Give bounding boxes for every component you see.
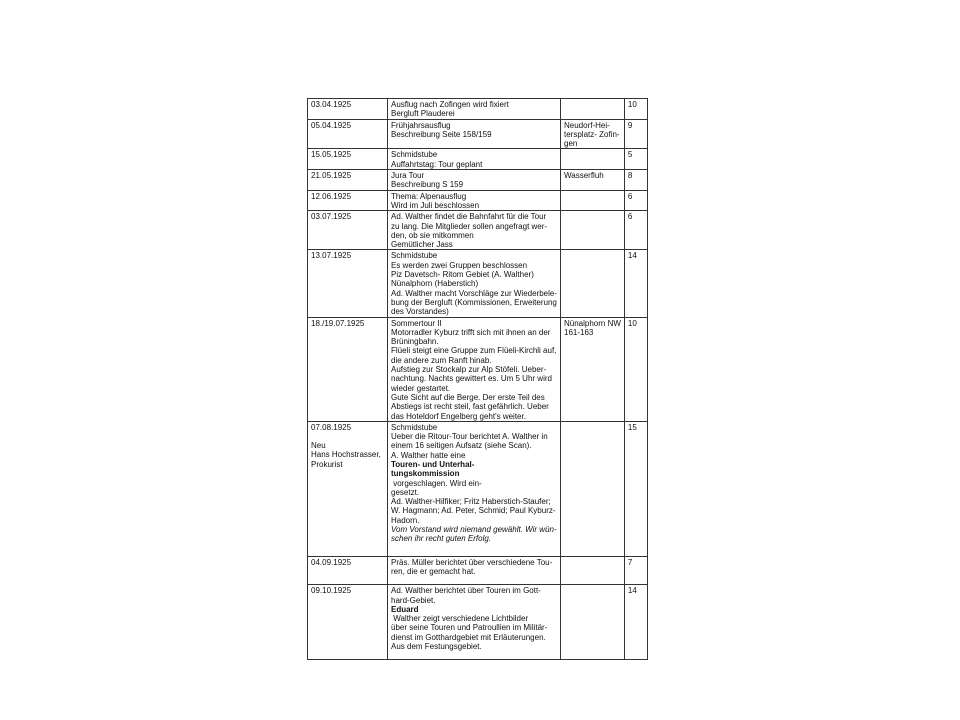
description-line: Ad. Walther macht Vorschläge zur Wiederbele- (391, 288, 557, 298)
description-line: wieder gestartet. (391, 383, 451, 393)
date-cell (308, 119, 388, 149)
place-line: tersplatz- Zofin- (564, 129, 620, 139)
line-text: vorgeschlagen. Wird ein- (391, 478, 482, 488)
description-line (391, 497, 557, 506)
description-line (391, 605, 557, 624)
date-line: 07.08.1925 (311, 422, 352, 432)
date-text: 03.07.1925 (311, 212, 352, 222)
place-line: Wasserfluh (564, 171, 604, 181)
description-line: Sommertour II (391, 318, 442, 328)
line-text: Ad. Walther-Hilfiker; Fritz Haberstich-Staufer; (391, 497, 551, 507)
line-text: hard-Gebiet. (391, 595, 436, 605)
description-line: Gute Sicht auf die Berge. Der erste Teil des (391, 392, 545, 402)
count-cell (624, 556, 647, 585)
line-text: dienst im Gotthardgebiet mit Erläuterungen. (391, 632, 546, 642)
bold-text: Touren- und Unterhal- (391, 459, 475, 469)
description-line (391, 642, 557, 651)
line-text: einem 16 seitigen Aufsatz (siehe Scan). (391, 441, 532, 451)
description-line: zu lang. Die Mitglieder sollen angefragt wer- (391, 221, 548, 231)
count-value: 10 (627, 318, 637, 328)
description-line (391, 525, 557, 534)
bold-text: Eduard (391, 604, 419, 614)
place-line: 161-163 (564, 327, 594, 337)
table-row (308, 99, 648, 120)
description-line (391, 432, 557, 441)
line-text: Aus dem Festungsgebiet. (391, 642, 482, 652)
date-text: 13.07.1925 (311, 251, 352, 261)
description-line: Präs. Müller berichtet über verschiedene Tou- (391, 557, 553, 567)
place-cell (561, 556, 625, 585)
count-value: 6 (627, 212, 633, 222)
italic-text: schen ihr recht guten Erfolg. (391, 534, 492, 544)
place-cell (561, 211, 625, 250)
description-line: Brüningbahn. (391, 337, 439, 347)
date-cell (308, 149, 388, 170)
place-cell (561, 149, 625, 170)
count-value: 14 (627, 251, 637, 261)
minutes-table-body (308, 99, 648, 660)
count-cell (624, 190, 647, 211)
place-cell (561, 99, 625, 120)
date-cell (308, 556, 388, 585)
italic-text: Vom Vorstand wird niemand gewählt. Wir wün- (391, 525, 557, 535)
minutes-table (307, 98, 648, 660)
place-cell (561, 250, 625, 317)
description-line (391, 596, 557, 605)
count-cell (624, 585, 647, 660)
description-line: Beschreibung S 159 (391, 180, 464, 190)
description-line: bung der Bergluft (Kommissionen, Erweiterung (391, 297, 557, 307)
table-row (308, 585, 648, 660)
description-line (391, 423, 557, 432)
description-line (391, 586, 557, 595)
place-cell (561, 421, 625, 556)
description-line: Ausflug nach Zofingen wird fixiert (391, 100, 509, 109)
place-line: Neudorf-Hei- (564, 120, 610, 130)
date-text: 05.04.1925 (311, 120, 352, 130)
place-cell (561, 585, 625, 660)
count-cell (624, 149, 647, 170)
description-cell (388, 211, 561, 250)
description-line (391, 516, 557, 525)
description-line (391, 451, 557, 470)
count-cell (624, 421, 647, 556)
table-row (308, 317, 648, 421)
description-line: Schmidstube (391, 150, 438, 160)
description-cell (388, 317, 561, 421)
description-line (391, 633, 557, 642)
description-line: Piz Davetsch- Ritom Gebiet (A. Walther) (391, 270, 534, 280)
date-cell (308, 250, 388, 317)
description-cell (388, 170, 561, 191)
description-line: Aufstieg zur Stockalp zur Alp Stöfeli. Ueber- (391, 365, 547, 375)
description-line: das Hoteldorf Engelberg geht's weiter. (391, 411, 526, 421)
count-value: 15 (627, 422, 637, 432)
date-text: 03.04.1925 (311, 100, 352, 109)
table-row (308, 421, 648, 556)
date-cell (308, 211, 388, 250)
description-line: Es werden zwei Gruppen beschlossen (391, 260, 528, 270)
date-line: Hans Hochstrasser, (311, 450, 381, 460)
description-line: Abstiegs ist recht steil, fast gefährlich. Ueber (391, 402, 549, 412)
place-cell (561, 119, 625, 149)
date-text: 04.09.1925 (311, 557, 352, 567)
description-cell (388, 149, 561, 170)
count-cell (624, 211, 647, 250)
description-line (391, 441, 557, 450)
line-text: über seine Touren und Patroullien im Militär- (391, 623, 548, 633)
description-line: ren, die er gemacht hat. (391, 566, 476, 576)
table-row (308, 250, 648, 317)
line-text: A. Walther hatte eine (391, 450, 468, 460)
description-cell (388, 421, 561, 556)
count-cell (624, 99, 647, 120)
date-line: Neu (311, 441, 326, 451)
line-text: Ad. Walther berichtet über Touren im Gott- (391, 586, 541, 596)
description-line (391, 623, 557, 632)
line-text: Schmidstube (391, 422, 438, 432)
table-row (308, 119, 648, 149)
count-cell (624, 170, 647, 191)
bold-text: tungskommission (391, 469, 460, 479)
count-value: 9 (627, 120, 633, 130)
description-line: Gemütlicher Jass (391, 240, 453, 250)
description-cell (388, 250, 561, 317)
place-line: Nünalphorn NW (564, 318, 621, 328)
description-line (391, 488, 557, 497)
date-cell (308, 585, 388, 660)
description-line: des Vorstandes) (391, 307, 449, 317)
description-line: Frühjahrsausflug (391, 120, 451, 130)
description-line (391, 469, 557, 488)
count-cell (624, 250, 647, 317)
date-text: 18./19.07.1925 (311, 318, 365, 328)
line-text: Walther zeigt verschiedene Lichtbilder (391, 614, 529, 624)
place-line: gen (564, 139, 578, 149)
table-row (308, 190, 648, 211)
line-text: Ueber die Ritour-Tour berichtet A. Walther in (391, 432, 548, 442)
date-cell (308, 421, 388, 556)
description-cell (388, 99, 561, 120)
date-text: 21.05.1925 (311, 171, 352, 181)
description-line: Jura Tour (391, 171, 425, 181)
place-cell (561, 317, 625, 421)
description-line: Wird im Juli beschlossen (391, 200, 480, 210)
description-line: den, ob sie mitkommen (391, 230, 474, 240)
table-row (308, 170, 648, 191)
count-value: 10 (627, 100, 637, 109)
description-line: nachtung. Nachts gewittert es. Um 5 Uhr wird (391, 374, 552, 384)
description-line (391, 534, 557, 543)
date-cell (308, 170, 388, 191)
date-line: Prokurist (311, 459, 343, 469)
description-line: Thema: Alpenausflug (391, 191, 467, 201)
date-text: 12.06.1925 (311, 191, 352, 201)
date-text: 15.05.1925 (311, 150, 352, 160)
line-text: Hadorn. (391, 515, 420, 525)
date-cell (308, 190, 388, 211)
description-line: die andere zum Ranft hinab. (391, 355, 492, 365)
count-value: 14 (627, 586, 637, 596)
count-cell (624, 317, 647, 421)
date-cell (308, 317, 388, 421)
description-line: Nünalphorn (Haberstich) (391, 279, 479, 289)
description-line: Auffahrtstag: Tour geplant (391, 159, 483, 169)
description-line: Schmidstube (391, 251, 438, 261)
table-row (308, 149, 648, 170)
count-value: 7 (627, 557, 633, 567)
description-line: Flüeli steigt eine Gruppe zum Flüeli-Kirchli auf, (391, 346, 557, 356)
place-cell (561, 170, 625, 191)
description-cell (388, 585, 561, 660)
description-cell (388, 190, 561, 211)
count-value: 6 (627, 191, 633, 201)
line-text: W. Hagmann; Ad. Peter, Schmid; Paul Kyburz- (391, 506, 556, 516)
count-value: 8 (627, 171, 633, 181)
description-line (391, 506, 557, 515)
count-cell (624, 119, 647, 149)
description-cell (388, 119, 561, 149)
description-line: Beschreibung Seite 158/159 (391, 129, 492, 139)
description-line: Motorradler Kyburz trifft sich mit ihnen an der (391, 327, 551, 337)
description-line: Bergluft Plauderei (391, 109, 455, 119)
table-row (308, 556, 648, 585)
line-text: gesetzt. (391, 487, 420, 497)
table-row (308, 211, 648, 250)
date-text: 09.10.1925 (311, 586, 352, 596)
description-cell (388, 556, 561, 585)
date-cell (308, 99, 388, 120)
place-cell (561, 190, 625, 211)
count-value: 5 (627, 150, 633, 160)
description-line: Ad. Walther findet die Bahnfahrt für die Tour (391, 212, 547, 222)
